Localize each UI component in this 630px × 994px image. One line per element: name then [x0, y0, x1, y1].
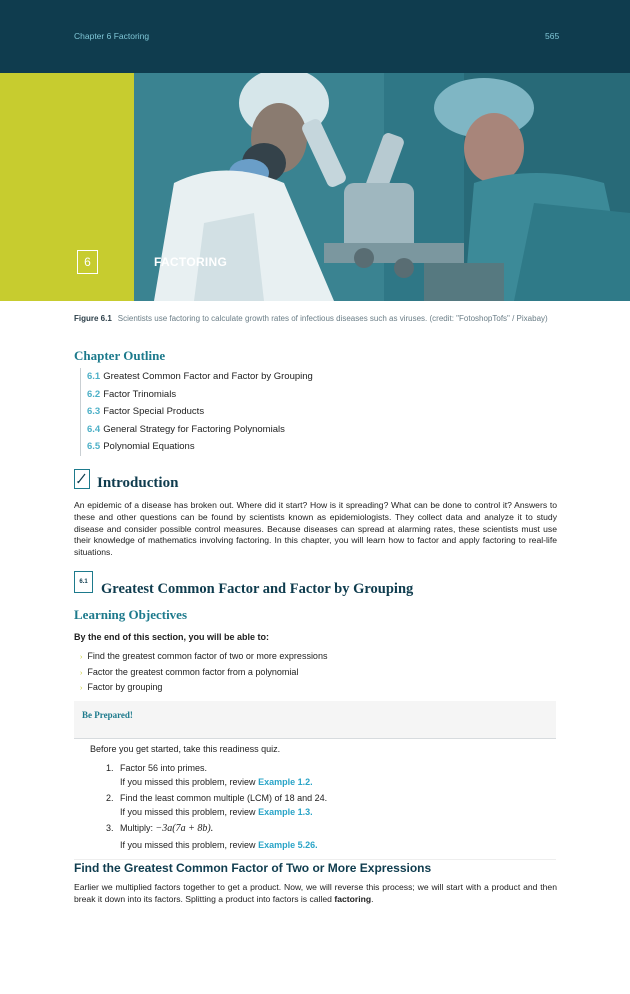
- question-review: If you missed this problem, review Example 1.2.: [120, 776, 313, 787]
- be-prepared-header: [74, 701, 556, 739]
- outline-item-label: Polynomial Equations: [103, 441, 195, 453]
- objective-text: Factor the greatest common factor from a polynomial: [87, 666, 299, 677]
- math-expression: −3a(7a + 8b).: [155, 823, 214, 834]
- gcf-paragraph: Earlier we multiplied factors together to get a product. Now, we will reverse this process; we will start with a product and then break it down into its factors. Splitting a product into factors is called factoring.: [74, 882, 557, 904]
- outline-item-label: Factor Trinomials: [103, 388, 177, 400]
- objective-item: [80, 680, 327, 696]
- question-review: If you missed this problem, review Example 1.3.: [120, 806, 313, 817]
- chapter-number-badge: 6: [77, 250, 98, 274]
- outline-item[interactable]: [87, 403, 313, 421]
- bullet-icon: ›: [80, 669, 83, 677]
- example-link[interactable]: Example 5.26.: [258, 840, 318, 850]
- question-text: Factor 56 into primes.: [120, 763, 208, 773]
- bullet-icon: ›: [80, 654, 83, 661]
- outline-item-label: Greatest Common Factor and Factor by Grouping: [103, 371, 313, 382]
- figure-label: Figure 6.1: [74, 314, 112, 323]
- objective-text: Factor by grouping: [87, 682, 163, 692]
- outline-item-number: 6.4: [87, 423, 101, 435]
- objectives-lead: By the end of this section, you will be able to:: [74, 632, 270, 642]
- introduction-paragraph: An epidemic of a disease has broken out. Where did it start? How is it spreading? What can be done to control it? Answers to these and other questions can be found by scientists known as epidemiologists. They collect data and analyze it to study disease and consider possible control measures. Because diseases can spread at alarming rates, these scientists must use their knowledge of mathematics involving factoring. In this chapter, you will learn how to factor and apply factoring to real-life situations.: [74, 500, 557, 558]
- outline-item-label: General Strategy for Factoring Polynomials: [103, 423, 285, 435]
- chapter-outline-list: [80, 368, 313, 456]
- gcf-heading: Find the Greatest Common Factor of Two or More Expressions: [74, 861, 432, 875]
- question-number: 3.: [106, 823, 114, 833]
- be-prepared-heading: Be Prepared!: [82, 710, 133, 720]
- introduction-icon: [74, 469, 90, 489]
- outline-item[interactable]: [87, 386, 313, 404]
- running-chapter-title: Chapter 6 Factoring: [74, 31, 150, 41]
- objectives-list: [80, 649, 327, 696]
- outline-item[interactable]: [87, 438, 313, 456]
- outline-item[interactable]: [87, 421, 313, 439]
- question-number: 1.: [106, 763, 114, 773]
- page-header: [0, 0, 630, 73]
- section-heading: Greatest Common Factor and Factor by Grouping: [101, 581, 414, 597]
- objective-item: [80, 665, 327, 681]
- accent-band: [0, 73, 134, 301]
- question-review: If you missed this problem, review Example 5.26.: [120, 840, 318, 850]
- bullet-icon: ›: [80, 685, 83, 692]
- outline-item-number: 6.5: [87, 441, 101, 453]
- question-number: 2.: [106, 793, 114, 803]
- example-link[interactable]: Example 1.3.: [258, 806, 313, 817]
- readiness-quiz-intro: Before you get started, take this readiness quiz.: [90, 744, 281, 754]
- outline-item-number: 6.2: [87, 388, 101, 400]
- objective-text: Find the greatest common factor of two or more expressions: [87, 651, 328, 661]
- figure-caption: [74, 314, 558, 323]
- outline-item-number: 6.3: [87, 406, 101, 418]
- introduction-heading: Introduction: [97, 475, 179, 491]
- example-link[interactable]: Example 1.2.: [258, 776, 313, 787]
- page-number: 565: [545, 31, 560, 41]
- chapter-title: FACTORING: [154, 255, 228, 269]
- outline-item-label: Factor Special Products: [103, 406, 205, 418]
- learning-objectives-heading: Learning Objectives: [74, 607, 188, 622]
- outline-item-number: 6.1: [87, 371, 101, 382]
- key-term: factoring: [334, 893, 372, 904]
- question-text: Find the least common multiple (LCM) of 18 and 24.: [120, 793, 328, 803]
- objective-item: [80, 649, 327, 665]
- question-text: Multiply: −3a(7a + 8b).: [120, 823, 214, 834]
- section-number-badge: 6.1: [74, 571, 93, 593]
- figure-caption-text: Scientists use factoring to calculate growth rates of infectious diseases such as viruses. (credit: "FotoshopTofs" / Pixabay): [117, 314, 548, 323]
- chapter-outline-heading: Chapter Outline: [74, 348, 166, 363]
- outline-item[interactable]: [87, 368, 313, 386]
